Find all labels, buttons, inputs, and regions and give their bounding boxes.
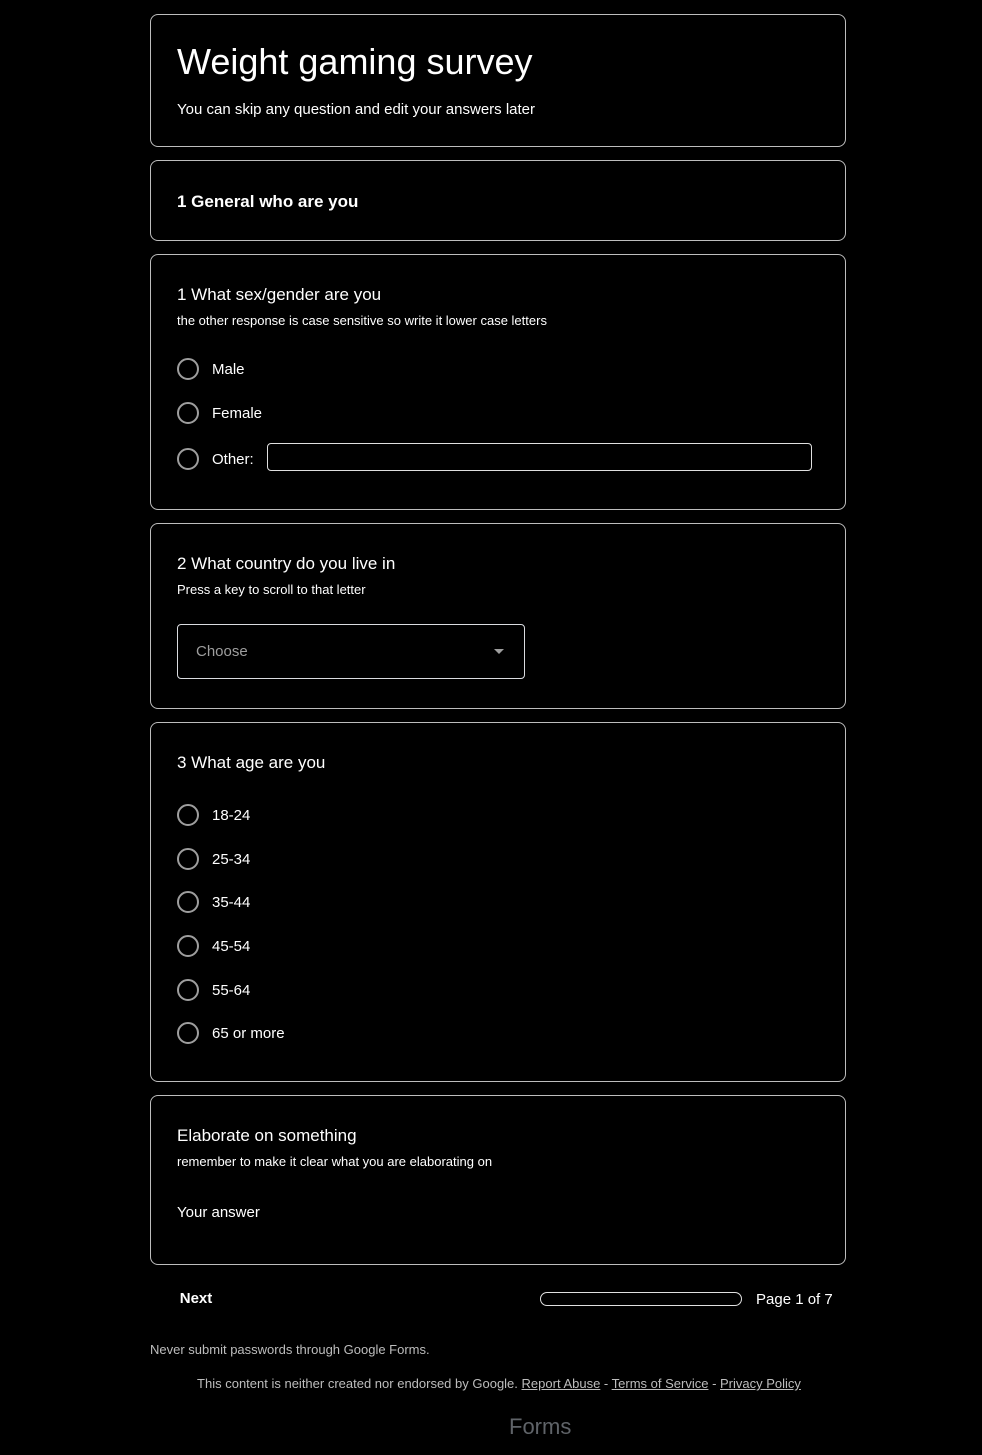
section-header-card [150, 160, 846, 241]
radio-option-25-34[interactable] [177, 846, 250, 872]
chevron-down-icon [493, 649, 505, 655]
option-label: Female [212, 404, 263, 422]
terms-link[interactable]: Terms of Service [611, 1376, 709, 1391]
answer-text-input[interactable] [177, 1204, 477, 1230]
radio-circle[interactable] [177, 804, 199, 826]
question-title: 3 What age are you [177, 753, 326, 772]
option-label: 65 or more [212, 1024, 285, 1042]
radio-circle[interactable] [177, 891, 199, 913]
separator: - [708, 1376, 721, 1391]
option-label: 35-44 [212, 893, 251, 911]
question-gender-card [150, 254, 846, 510]
question-title: 1 What sex/gender are you [177, 285, 382, 304]
radio-circle[interactable] [177, 935, 199, 957]
option-label: Other: [212, 450, 254, 468]
report-abuse-link[interactable]: Report Abuse [521, 1376, 601, 1391]
radio-option-45-54[interactable] [177, 933, 250, 959]
radio-circle[interactable] [177, 402, 199, 424]
question-description: remember to make it clear what you are elaborating on [177, 1154, 493, 1169]
question-description: the other response is case sensitive so write it lower case letters [177, 313, 547, 328]
password-warning: Never submit passwords through Google Forms. [150, 1342, 430, 1357]
page-indicator: Page 1 of 7 [756, 1291, 833, 1308]
question-description: Press a key to scroll to that letter [177, 582, 366, 597]
radio-circle[interactable] [177, 979, 199, 1001]
option-label: 25-34 [212, 850, 251, 868]
country-dropdown[interactable] [177, 624, 525, 679]
form-header-card [150, 14, 846, 147]
separator: - [600, 1376, 612, 1391]
radio-option-55-64[interactable] [177, 977, 250, 1003]
section-title: 1 General who are you [177, 192, 359, 211]
other-text-input[interactable] [267, 443, 812, 471]
option-label: Male [212, 360, 245, 378]
question-country-card [150, 523, 846, 709]
question-age-card [150, 722, 846, 1082]
radio-circle[interactable] [177, 848, 199, 870]
form-subtitle: You can skip any question and edit your answers later [177, 101, 536, 118]
disclaimer-text: This content is neither created nor endorsed by Google. [197, 1376, 518, 1391]
option-label: 55-64 [212, 981, 251, 999]
radio-circle[interactable] [177, 448, 199, 470]
next-button[interactable] [166, 1283, 226, 1313]
dropdown-value: Choose [196, 643, 248, 660]
next-label: Next [179, 1289, 213, 1307]
forms-logo[interactable]: Forms [509, 1414, 572, 1439]
radio-option-18-24[interactable] [177, 802, 250, 828]
radio-option-35-44[interactable] [177, 889, 250, 915]
option-label: 18-24 [212, 806, 251, 824]
question-title: 2 What country do you live in [177, 554, 396, 573]
footer-links [0, 1376, 982, 1391]
radio-option-other[interactable] [177, 446, 254, 472]
progress-bar [540, 1292, 742, 1306]
privacy-link[interactable]: Privacy Policy [720, 1376, 801, 1391]
radio-circle[interactable] [177, 1022, 199, 1044]
radio-circle[interactable] [177, 358, 199, 380]
radio-option-65-plus[interactable] [177, 1020, 285, 1046]
option-label: 45-54 [212, 937, 251, 955]
question-title: Elaborate on something [177, 1126, 357, 1145]
radio-option-male[interactable] [177, 356, 245, 382]
answer-placeholder: Your answer [177, 1204, 260, 1221]
radio-option-female[interactable] [177, 400, 262, 426]
question-elaborate-card [150, 1095, 846, 1265]
form-title: Weight gaming survey [177, 41, 533, 82]
